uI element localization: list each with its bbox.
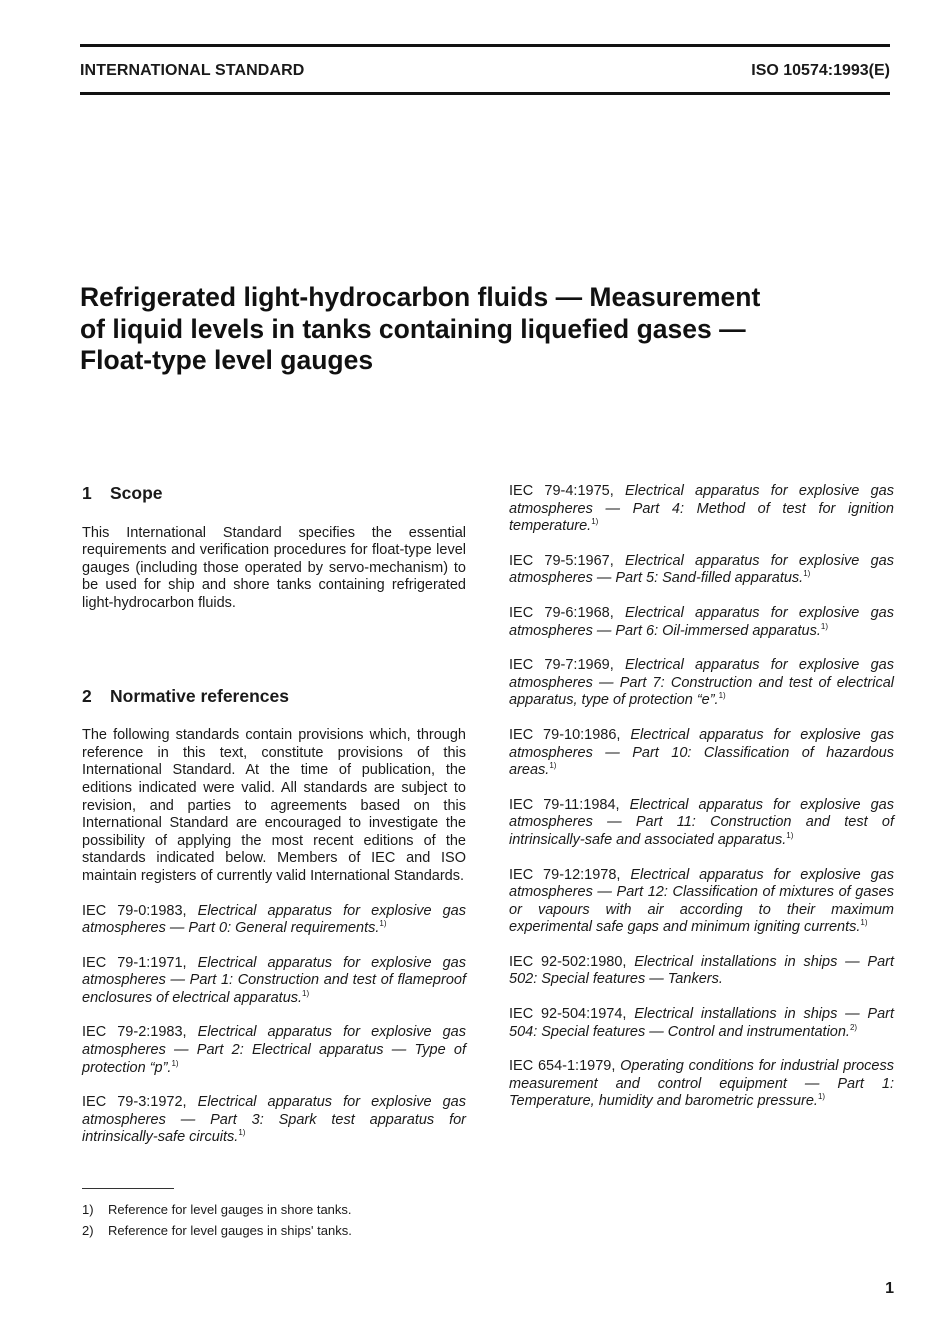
left-column <box>82 485 466 1164</box>
section-title: Scope <box>110 483 163 503</box>
footnote-marker: 1) <box>860 918 868 928</box>
reference-code: IEC 79-12:1978, <box>509 866 621 883</box>
reference-code: IEC 79-11:1984, <box>509 796 620 813</box>
footnote-marker: 1) <box>718 691 726 701</box>
footnote-text: Reference for level gauges in shore tanks. <box>108 1202 352 1217</box>
footnote-marker: 1) <box>549 761 557 771</box>
reference-item <box>509 605 894 640</box>
footnote <box>82 1220 352 1241</box>
reference-code: IEC 79-5:1967, <box>509 552 614 569</box>
title-line: Float-type level gauges <box>80 345 374 375</box>
reference-title: Electrical apparatus for explosive gas atmospheres — Part 0: General requirements. <box>82 902 466 937</box>
reference-item <box>82 903 466 938</box>
reference-code: IEC 79-6:1968, <box>509 604 614 621</box>
footnote-marker: 1) <box>820 621 828 631</box>
reference-code: IEC 79-3:1972, <box>82 1094 187 1111</box>
reference-title: Electrical apparatus for explosive gas atmospheres — Part 10: Classification of hazardous areas. <box>509 726 894 779</box>
reference-title: Electrical apparatus for explosive gas atmospheres — Part 5: Sand-filled apparatus. <box>509 552 894 587</box>
reference-item <box>509 657 894 710</box>
reference-title: Electrical apparatus for explosive gas atmospheres — Part 11: Construction and test of intrinsically-safe and associated apparatus. <box>509 796 895 848</box>
reference-item <box>509 797 894 850</box>
footnote-marker: 1) <box>786 830 794 840</box>
footnote-marker: 1) <box>302 988 310 998</box>
page-number: 1 <box>885 1280 894 1297</box>
reference-title: Electrical apparatus for explosive gas atmospheres — Part 12: Classification of mixtures of gases or vapours with air according to their maximum experimental safe gaps and minimum igniting currents. <box>509 866 894 936</box>
footnote-separator <box>82 1188 174 1189</box>
footnote <box>82 1199 352 1220</box>
footnotes <box>82 1199 352 1241</box>
reference-code: IEC 79-1:1971, <box>82 954 187 971</box>
reference-title: Operating conditions for industrial process measurement and control equipment — Part 1: Temperature, humidity and barometric pressure. <box>509 1058 894 1110</box>
reference-item <box>509 954 894 989</box>
reference-title: Electrical installations in ships — Part 502: Special features — Tankers. <box>509 953 894 988</box>
section-number: 1 <box>82 483 92 503</box>
footnote-number: 2) <box>82 1223 94 1238</box>
reference-item <box>82 955 466 1008</box>
footnote-marker: 1) <box>379 919 387 929</box>
reference-title: Electrical apparatus for explosive gas atmospheres — Part 2: Electrical apparatus — Type of protection “p”. <box>82 1024 466 1076</box>
reference-item <box>509 1006 894 1041</box>
reference-title: Electrical apparatus for explosive gas atmospheres — Part 3: Spark test apparatus for intrinsically-safe circuits. <box>82 1094 466 1146</box>
reference-code: IEC 92-504:1974, <box>509 1006 627 1023</box>
reference-code: IEC 92-502:1980, <box>509 953 627 970</box>
right-column <box>509 483 894 1128</box>
reference-title: Electrical apparatus for explosive gas atmospheres — Part 4: Method of test for ignition temperature. <box>509 483 894 535</box>
reference-title: Electrical installations in ships — Part 504: Special features — Control and instrumentation. <box>509 1006 894 1040</box>
reference-title: Electrical apparatus for explosive gas atmospheres — Part 6: Oil-immersed apparatus. <box>509 604 894 639</box>
reference-title: Electrical apparatus for explosive gas atmospheres — Part 1: Construction and test of flameproof enclosures of electrical apparatus. <box>82 954 466 1006</box>
footnote-marker: 1) <box>817 1092 826 1102</box>
footnote-marker: 1) <box>238 1128 246 1138</box>
header-rule-bottom <box>80 92 890 95</box>
footnote-number: 1) <box>82 1202 94 1217</box>
reference-item <box>509 727 894 780</box>
header-rule-top <box>80 44 890 47</box>
reference-code: IEC 79-10:1986, <box>509 726 621 743</box>
reference-code: IEC 79-7:1969, <box>509 657 614 674</box>
reference-item <box>82 1094 466 1147</box>
footnote-marker: 1) <box>803 569 811 579</box>
title-line: of liquid levels in tanks containing liquefied gases — <box>80 313 746 344</box>
document-type-label: INTERNATIONAL STANDARD <box>80 62 305 79</box>
document-title <box>80 282 880 377</box>
reference-item <box>82 1024 466 1077</box>
footnote-marker: 1) <box>171 1058 179 1068</box>
scope-paragraph: This International Standard specifies the essential requirements and verification procedures for float-type level gauges (including those operated by servo-mechanism) to be used for ship and shore tanks containing refrigerated light-hydrocarbon fluids. <box>82 524 466 611</box>
reference-item <box>509 483 894 536</box>
reference-code: IEC 79-0:1983, <box>82 902 187 919</box>
normative-references-paragraph: The following standards contain provisions which, through reference in this text, constitute provisions of this International Standard. At the time of publication, the editions indicated were valid. All standards are subject to revision, and parties to agreements based on this International Standard are encouraged to investigate the possibility of applying the most recent editions of the standards indicated below. Members of IEC and ISO maintain registers of currently valid International Standards. <box>82 727 466 884</box>
reference-title: Electrical apparatus for explosive gas atmospheres — Part 7: Construction and test of electrical apparatus, type of protection “e”. <box>509 657 894 709</box>
reference-list-left <box>82 903 466 1148</box>
title-line: Refrigerated light-hydrocarbon fluids — Measurement <box>80 282 761 312</box>
footnote-marker: 2) <box>849 1022 858 1032</box>
reference-code: IEC 79-2:1983, <box>82 1024 187 1041</box>
reference-item <box>509 553 894 588</box>
reference-code: IEC 654-1:1979, <box>509 1058 616 1075</box>
standard-number: ISO 10574:1993(E) <box>751 62 890 79</box>
reference-item <box>509 1058 894 1111</box>
section-heading-scope <box>82 485 466 503</box>
footnote-text: Reference for level gauges in ships' tanks. <box>108 1223 352 1238</box>
reference-code: IEC 79-4:1975, <box>509 483 614 499</box>
reference-item <box>509 867 894 937</box>
footnote-marker: 1) <box>591 517 599 527</box>
section-heading-normative-references <box>82 685 466 706</box>
section-title: Normative references <box>110 685 289 706</box>
section-number: 2 <box>82 685 92 706</box>
